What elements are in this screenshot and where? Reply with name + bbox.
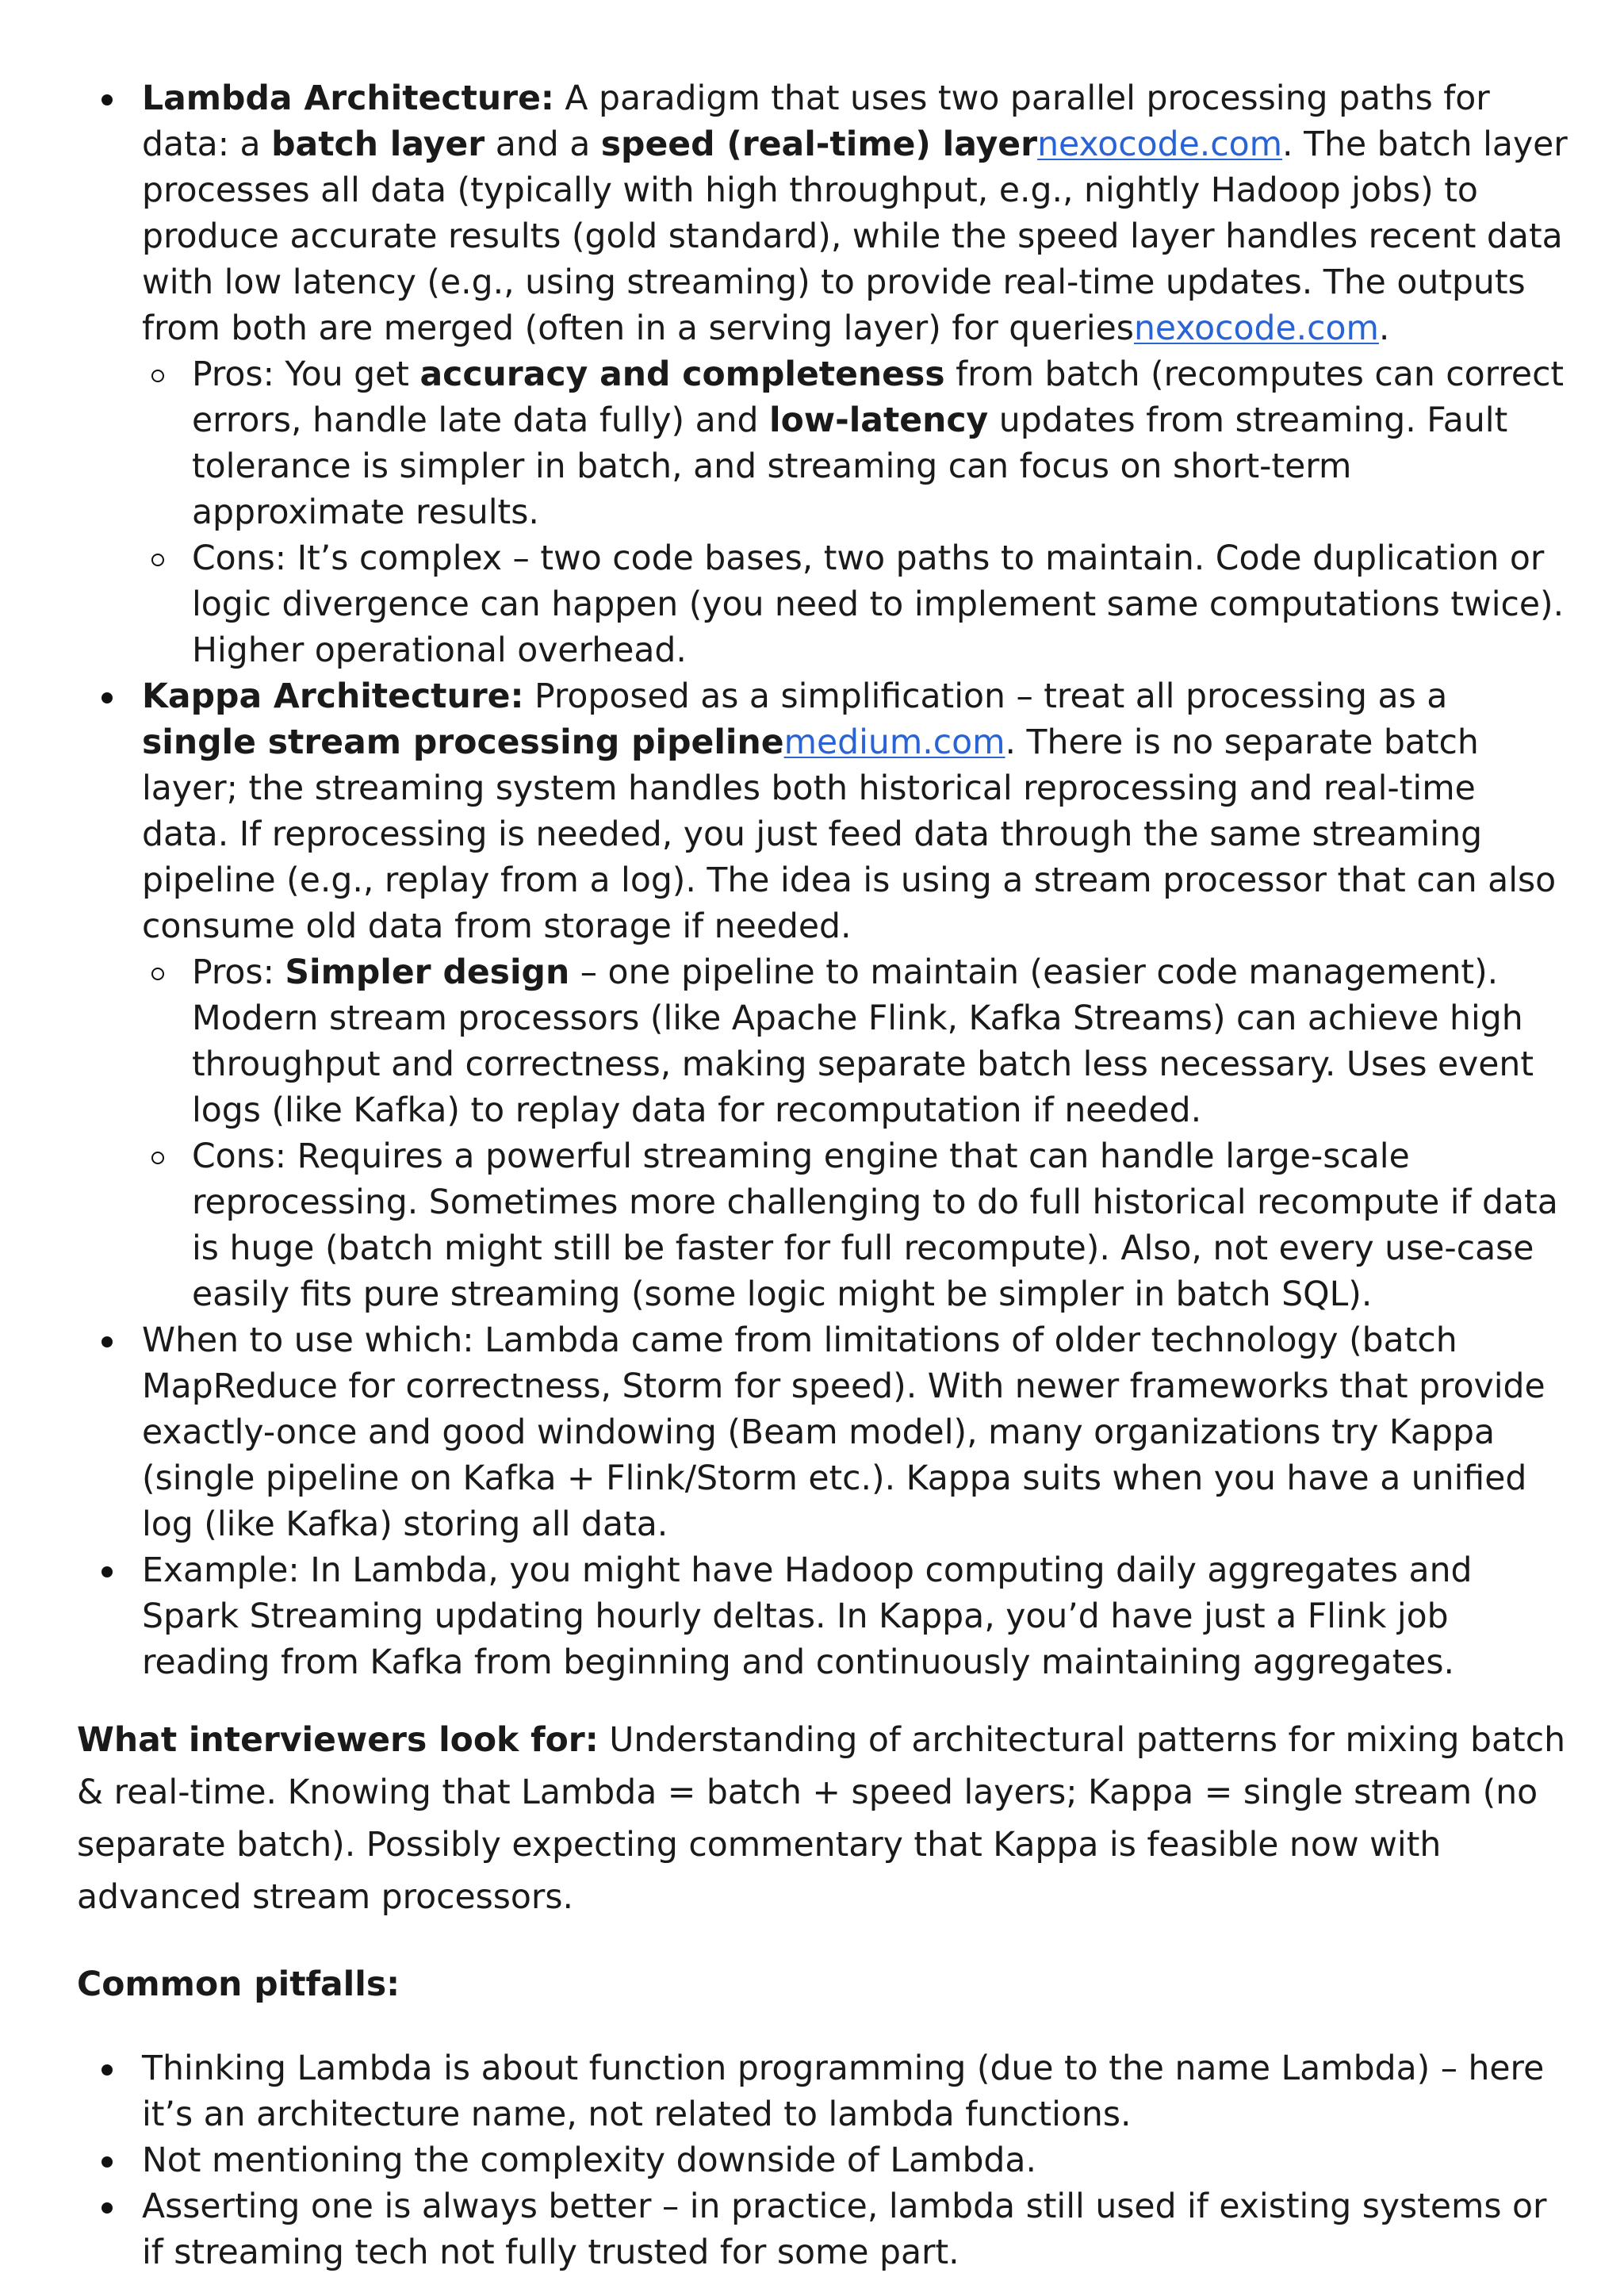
kappa-text-1: Proposed as a simplification – treat all processing as a xyxy=(523,677,1448,716)
interviewers-text: Understanding of architectural patterns for mixing batch & real-time. Knowing that Lambda = batch + speed layers; Kappa = single stream (no separate batch). Possibly expecting commentary that Kappa is feasible now with advanced stream processors. xyxy=(77,1721,1566,1917)
lambda-pros-text-3: updates from streaming. Fault tolerance is simpler in batch, and streaming can focus on short-term approximate results. xyxy=(192,401,1508,532)
lambda-pros xyxy=(142,352,1568,536)
batch-layer-term: batch layer xyxy=(271,125,485,164)
pitfalls-list xyxy=(77,2046,1568,2276)
lambda-label: Lambda Architecture: xyxy=(142,79,554,118)
accuracy-term: accuracy and completeness xyxy=(419,355,945,394)
lambda-item xyxy=(77,76,1568,674)
kappa-pros-text-2: – one pipeline to maintain (easier code management). Modern stream processors (like Apache Flink, Kafka Streams) can achieve high throughput and correctness, making separate batch less necessary. Uses event logs (like Kafka) to replay data for recomputation if needed. xyxy=(192,953,1534,1130)
pitfall-item: Thinking Lambda is about function programming (due to the name Lambda) – here it’s an architecture name, not related to lambda functions. xyxy=(77,2046,1568,2138)
interviewers-paragraph xyxy=(77,1715,1568,1924)
nexocode-link-2[interactable]: nexocode.com xyxy=(1133,309,1379,348)
pitfalls-heading xyxy=(77,1962,1568,2008)
lambda-pros-text-2: from batch (recomputes can correct errors, handle late data fully) and xyxy=(192,355,1565,440)
lambda-cons: Cons: It’s complex – two code bases, two paths to maintain. Code duplication or logic divergence can happen (you need to implement same computations twice). Higher operational overhead. xyxy=(142,536,1568,674)
simpler-design-term: Simpler design xyxy=(285,953,570,992)
kappa-pros-text-1: Pros: xyxy=(192,953,285,992)
single-stream-term: single stream processing pipeline xyxy=(142,723,784,762)
interviewers-label: What interviewers look for: xyxy=(77,1721,599,1760)
pitfall-item: Not mentioning the complexity downside of Lambda. xyxy=(77,2138,1568,2184)
lambda-text-1: A paradigm that uses two parallel processing paths for data: a xyxy=(142,79,1490,164)
kappa-label: Kappa Architecture: xyxy=(142,677,524,716)
kappa-sublist xyxy=(142,950,1568,1318)
speed-layer-term: speed (real-time) layer xyxy=(600,125,1038,164)
low-latency-term: low-latency xyxy=(769,401,989,440)
lambda-text-3: . The batch layer processes all data (typically with high throughput, e.g., nightly Hadoop jobs) to produce accurate results (gold standard), while the speed layer handles recent data with low latency (e.g., using streaming) to provide real-time updates. The outputs from both are merged (often in a serving layer) for queries xyxy=(142,125,1568,348)
when-to-use-item: When to use which: Lambda came from limitations of older technology (batch MapReduce for correctness, Storm for speed). With newer frameworks that provide exactly-once and good windowing (Beam model), many organizations try Kappa (single pipeline on Kafka + Flink/Storm etc.). Kappa suits when you have a unified log (like Kafka) storing all data. xyxy=(77,1318,1568,1548)
lambda-sublist xyxy=(142,352,1568,674)
kappa-item xyxy=(77,674,1568,1318)
lambda-pros-text-1: Pros: You get xyxy=(192,355,420,394)
document-page xyxy=(77,76,1568,2276)
pitfall-item: Asserting one is always better – in practice, lambda still used if existing systems or if streaming tech not fully trusted for some part. xyxy=(77,2184,1568,2276)
pitfalls-heading-text: Common pitfalls: xyxy=(77,1965,400,2004)
lambda-text-2: and a xyxy=(485,125,601,164)
lambda-text-4: . xyxy=(1378,309,1390,348)
architecture-list xyxy=(77,76,1568,1686)
kappa-text-2: . There is no separate batch layer; the streaming system handles both historical reprocessing and real-time data. If reprocessing is needed, you just feed data through the same streaming pipeline (e.g., replay from a log). The idea is using a stream processor that can also consume old data from storage if needed. xyxy=(142,723,1557,946)
nexocode-link-1[interactable]: nexocode.com xyxy=(1037,125,1283,164)
kappa-pros xyxy=(142,950,1568,1134)
example-item: Example: In Lambda, you might have Hadoop computing daily aggregates and Spark Streaming updating hourly deltas. In Kappa, you’d have just a Flink job reading from Kafka from beginning and continuously maintaining aggregates. xyxy=(77,1548,1568,1686)
medium-link[interactable]: medium.com xyxy=(783,723,1005,762)
kappa-cons: Cons: Requires a powerful streaming engine that can handle large-scale reprocessing. Sometimes more challenging to do full historical recompute if data is huge (batch might still be faster for full recompute). Also, not every use-case easily fits pure streaming (some logic might be simpler in batch SQL). xyxy=(142,1134,1568,1318)
